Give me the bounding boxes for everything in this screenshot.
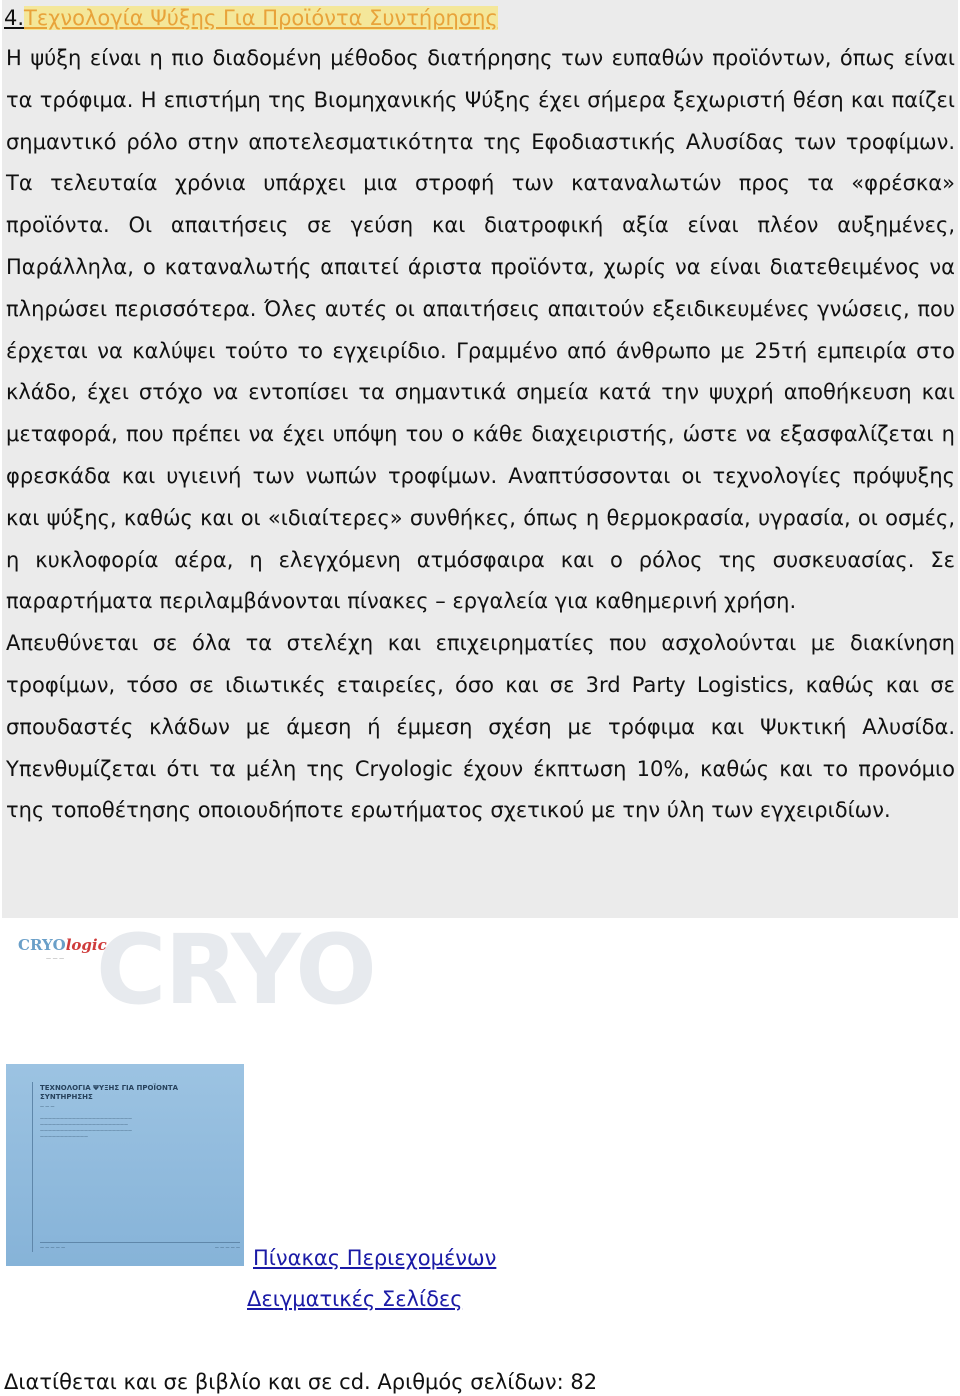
logo-tagline: — — — xyxy=(46,956,65,962)
section-title: Τεχνολογία Ψύξης Για Προϊόντα Συντήρησης xyxy=(24,6,498,30)
logo-logic-text: logic xyxy=(65,936,107,954)
cover-title: ΤΕΧΝΟΛΟΓΙΑ ΨΥΞΗΣ ΓΙΑ ΠΡΟΪΟΝΤΑ ΣΥΝΤΗΡΗΣΗΣ xyxy=(40,1084,179,1101)
logo-cryo-text: CRYO xyxy=(18,936,66,954)
section-number: 4. xyxy=(4,6,25,30)
cover-blue-area xyxy=(6,1064,244,1266)
cover-background-letters: CRYO xyxy=(96,914,375,1026)
paragraph-intro: Η ψύξη είναι η πιο διαδομένη μέθοδος διατήρησης των ευπαθών προϊόντων, όπως είναι τα τρόφιμα. Η επιστήμη της Βιομηχανικής Ψύξης έχει σήμερα ξεχωριστή θέση και παίζει σημαντικό ρόλο στην αποτελεσματικότητα της Εφοδιαστικής Αλυσίδας των τροφίμων. Τα τελευταία χρόνια υπάρχει μια στροφή των καταναλωτών προς τα «φρέσκα» προϊόντα. Οι απαιτήσεις σε γεύση και διατροφική αξία είναι πλέον αυξημένες, Παράλληλα, ο καταναλωτής απαιτεί άριστα προϊόντα, χωρίς να είναι διατεθειμένος να πληρώσει περισσότερα. Όλες αυτές οι απαιτήσεις απαιτούν εξειδικευμένες γνώσεις, που έρχεται να καλύψει τούτο το εγχειρίδιο. Γραμμένο από άνθρωπο με 25τή εμπειρία στο κλάδο, έχει στόχο να εντοπίσει τα σημαντικά σημεία κατά την ψυχρή αποθήκευση και μεταφορά, που πρέπει να έχει υπόψη του ο κάθε διαχειριστής, ώστε να εξασφαλίζεται η φρεσκάδα και υγιεινή των νωπών τροφίμων. Αναπτύσσονται οι τεχνολογίες πρόψυξης και ψύξης, καθώς και οι «ιδιαίτερες» συνθήκες, όπως η θερμοκρασία, υγρασία, οι οσμές, η κυκλοφορία αέρα, η ελεγχόμενη ατμόσφαιρα και ο ρόλος της συσκευασίας. Σε παραρτήματα περιλαμβάνονται πίνακες – εργαλεία για καθημερινή χρήση. xyxy=(6,46,955,614)
section-heading xyxy=(4,4,498,32)
book-cover-image xyxy=(6,914,375,1266)
table-of-contents-link[interactable]: Πίνακας Περιεχομένων xyxy=(253,1246,497,1270)
paragraph-audience: Απευθύνεται σε όλα τα στελέχη και επιχειρηματίες που ασχολούνται με διακίνηση τροφίμων, τόσο σε ιδιωτικές εταιρείες, όσο και σε 3rd Party Logistics, καθώς και σε σπουδαστές κλάδων με άμεση ή έμμεση σχέση με τρόφιμα και Ψυκτική Αλυσίδα. Υπενθυμίζεται ότι τα μέλη της Cryologic έχουν έκπτωση 10%, καθώς και το προνόμιο της τοποθέτησης οποιουδήποτε ερωτήματος σχετικού με την ύλη των εγχειριδίων. xyxy=(6,631,955,823)
cover-divider xyxy=(32,1082,33,1252)
description-text xyxy=(6,38,955,832)
sample-pages-link[interactable]: Δειγματικές Σελίδες xyxy=(247,1287,463,1311)
cover-footer: — — — — — — — — — — xyxy=(40,1242,240,1257)
cryologic-logo xyxy=(18,936,107,954)
cover-edition: — — — xyxy=(40,1104,55,1109)
cover-description: ——————————————————————— —————————————————————— ——————————————————————— ———————————— xyxy=(40,1116,132,1139)
availability-note: Διατίθεται και σε βιβλίο και σε cd. Αριθμός σελίδων: 82 xyxy=(4,1370,598,1394)
